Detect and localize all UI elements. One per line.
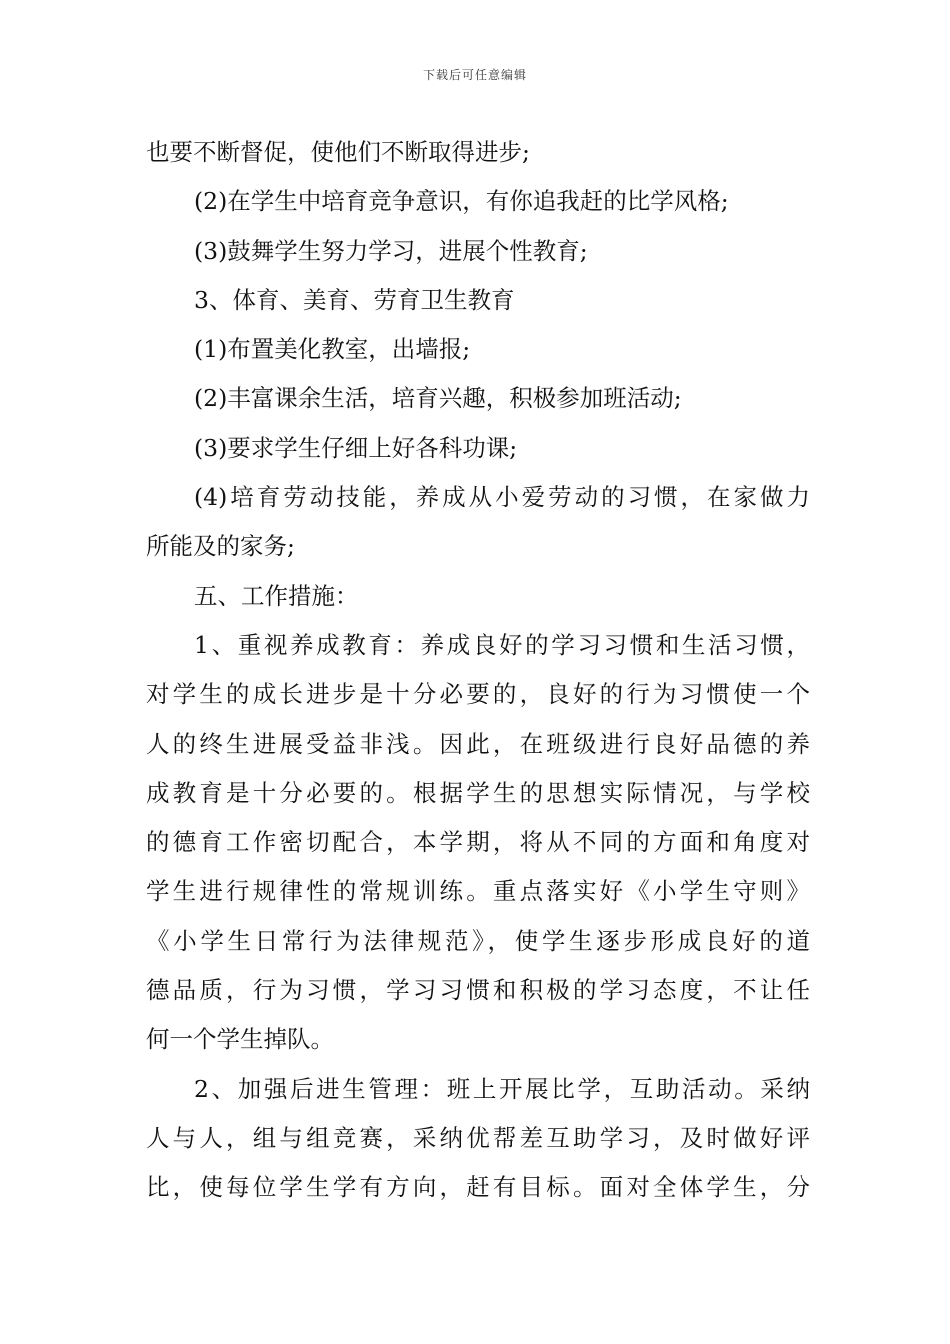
text-line: 1、重视养成教育：养成良好的学习习惯和生活习惯，	[194, 630, 810, 659]
text-line: 人与人，组与组竞赛，采纳优帮差互助学习，及时做好评	[146, 1123, 810, 1152]
text-line: (2)丰富课余生活，培育兴趣，积极参加班活动;	[194, 384, 682, 413]
text-line: 比，使每位学生学有方向，赶有目标。面对全体学生，分	[146, 1173, 810, 1202]
text-line: 对学生的成长进步是十分必要的，良好的行为习惯使一个	[146, 680, 810, 709]
text-line: 学生进行规律性的常规训练。重点落实好《小学生守则》	[146, 877, 810, 906]
text-line: (4)培育劳动技能，养成从小爱劳动的习惯，在家做力	[194, 483, 810, 512]
document-body	[146, 128, 810, 1213]
text-line: (3)鼓舞学生努力学习，进展个性教育;	[194, 236, 588, 265]
section-heading: 3、体育、美育、劳育卫生教育	[194, 285, 515, 314]
text-line: 的德育工作密切配合，本学期，将从不同的方面和角度对	[146, 828, 810, 857]
text-line: 《小学生日常行为法律规范》，使学生逐步形成良好的道	[146, 926, 810, 955]
text-line: (1)布置美化教室，出墙报;	[194, 335, 471, 364]
text-line: (2)在学生中培育竞争意识，有你追我赶的比学风格;	[194, 187, 729, 216]
text-line: 何一个学生掉队。	[146, 1025, 334, 1054]
text-line: 人的终生进展受益非浅。因此，在班级进行良好品德的养	[146, 729, 810, 758]
text-line: 成教育是十分必要的。根据学生的思想实际情况，与学校	[146, 778, 810, 807]
text-line: 也要不断督促，使他们不断取得进步;	[146, 138, 530, 166]
section-heading: 五、工作措施：	[194, 581, 359, 610]
page-header: 下载后可任意编辑	[422, 68, 527, 82]
text-line: 德品质，行为习惯，学习习惯和积极的学习态度，不让任	[146, 976, 810, 1005]
text-line: 2、加强后进生管理：班上开展比学，互助活动。采纳	[194, 1074, 810, 1103]
text-line: (3)要求学生仔细上好各科功课;	[194, 433, 518, 462]
text-line: 所能及的家务;	[146, 532, 295, 561]
